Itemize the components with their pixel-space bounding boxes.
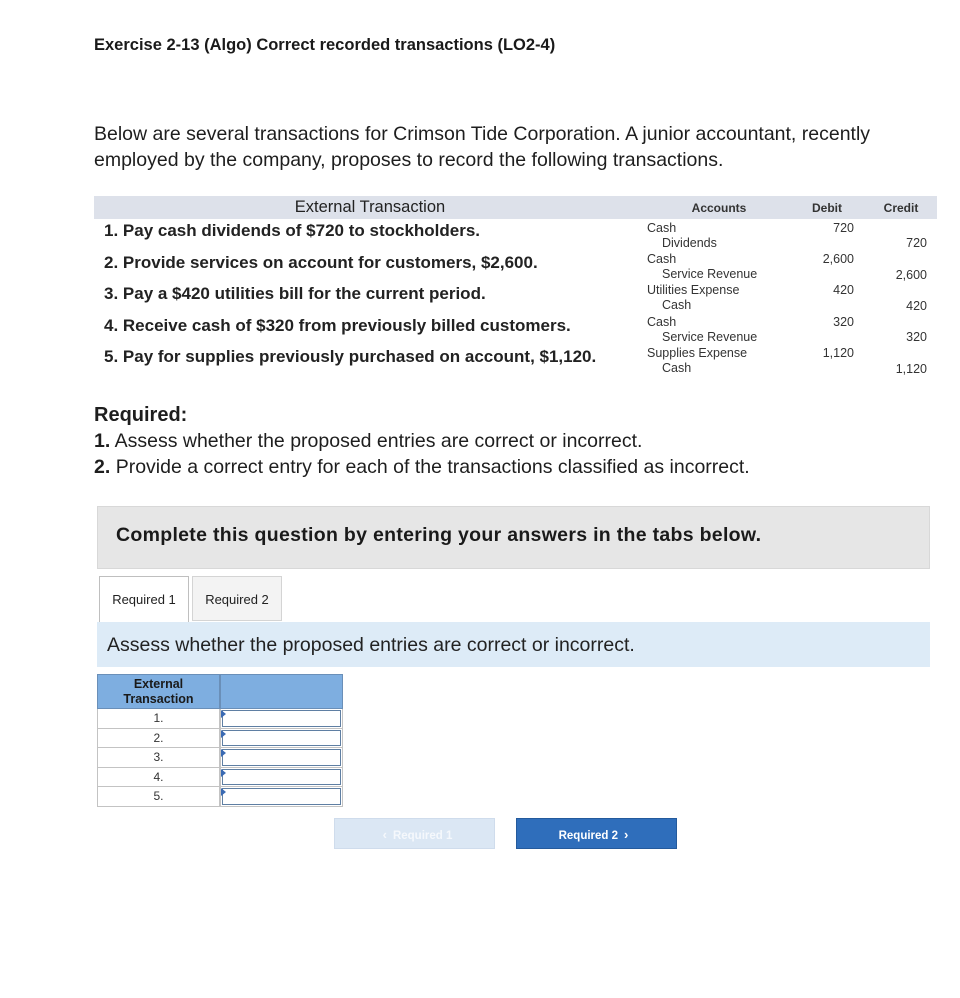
dropdown-marker-icon [221,730,226,738]
debit-account: Cash [647,315,677,329]
answer-dropdown[interactable] [222,730,341,747]
required-item-text: Provide a correct entry for each of the transactions classified as incorrect. [115,456,750,478]
required-item-number: 2. [94,456,111,478]
transaction-description: 5. Pay for supplies previously purchased on account, $1,120. [104,347,597,366]
transaction-description: 2. Provide services on account for customers, $2,600. [104,253,538,272]
debit-account: Cash [647,221,677,235]
table-row [97,729,343,749]
debit-amount: 1,120 [822,346,854,360]
table-row [97,768,343,788]
required-heading: Required: [94,404,188,426]
instruction-panel [97,622,930,667]
answer-dropdown[interactable] [222,749,341,766]
credit-amount: 320 [906,330,927,344]
prev-required-button[interactable] [334,818,495,849]
transaction-description: 4. Receive cash of $320 from previously billed customers. [104,316,571,335]
tab-required-1[interactable]: Required 1 [99,576,189,623]
row-number: 4. [97,768,220,788]
table-row [97,787,343,807]
table-row [97,709,343,729]
credit-amount: 420 [906,299,927,313]
next-required-button[interactable] [516,818,677,849]
credit-account: Service Revenue [662,267,758,281]
prev-button-label: Required 1 [392,830,453,842]
dropdown-marker-icon [221,788,226,796]
intro-paragraph: Below are several transactions for Crimson Tide Corporation. A junior accountant, recently employed by the company, proposes to record the following transactions. [94,123,871,171]
credit-account: Cash [662,298,692,312]
tab-required-2[interactable]: Required 2 [192,576,282,621]
debit-account: Utilities Expense [647,283,740,297]
credit-amount: 2,600 [895,268,927,282]
credit-account: Dividends [662,236,717,250]
answer-dropdown-cell[interactable] [220,768,343,788]
answer-header-external-transaction: External Transaction [97,674,220,709]
debit-amount: 2,600 [822,252,854,266]
answer-dropdown-cell[interactable] [220,709,343,729]
answer-dropdown-cell[interactable] [220,729,343,749]
debit-account: Cash [647,252,677,266]
next-button-label: Required 2 [558,830,619,842]
table-row [97,748,343,768]
answer-dropdown[interactable] [222,788,341,805]
dropdown-marker-icon [221,710,226,718]
header-external-transaction: External Transaction [294,198,446,216]
row-number: 5. [97,787,220,807]
answer-dropdown-cell[interactable] [220,748,343,768]
header-accounts: Accounts [691,201,747,215]
credit-amount: 1,120 [895,362,927,376]
required-section [94,402,750,480]
transaction-description: 3. Pay a $420 utilities bill for the current period. [104,284,486,303]
header-debit: Debit [812,201,842,215]
complete-question-text: Complete this question by entering your answers in the tabs below. [116,524,762,546]
transactions-table-header [94,196,937,219]
row-number: 3. [97,748,220,768]
answer-header-blank [220,674,343,709]
instruction-text: Assess whether the proposed entries are correct or incorrect. [107,634,635,656]
answer-dropdown[interactable] [222,710,341,727]
header-credit: Credit [883,201,919,215]
credit-amount: 720 [906,236,927,250]
row-number: 1. [97,709,220,729]
dropdown-marker-icon [221,749,226,757]
complete-question-banner [97,506,930,569]
debit-amount: 420 [833,283,854,297]
debit-amount: 320 [833,315,854,329]
row-number: 2. [97,729,220,749]
required-item [94,428,750,454]
required-item-number: 1. [94,430,111,452]
required-item [94,454,750,480]
dropdown-marker-icon [221,769,226,777]
required-item-text: Assess whether the proposed entries are correct or incorrect. [114,430,643,452]
credit-account: Service Revenue [662,330,758,344]
chevron-right-icon: › [624,827,629,842]
answer-dropdown[interactable] [222,769,341,786]
answer-dropdown-cell[interactable] [220,787,343,807]
credit-account: Cash [662,361,692,375]
page-title: Exercise 2-13 (Algo) Correct recorded transactions (LO2-4) [94,36,556,54]
transactions-table [94,196,937,381]
transaction-description: 1. Pay cash dividends of $720 to stockholders. [104,221,481,240]
debit-account: Supplies Expense [647,346,748,360]
chevron-left-icon: ‹ [382,827,387,842]
debit-amount: 720 [833,221,854,235]
